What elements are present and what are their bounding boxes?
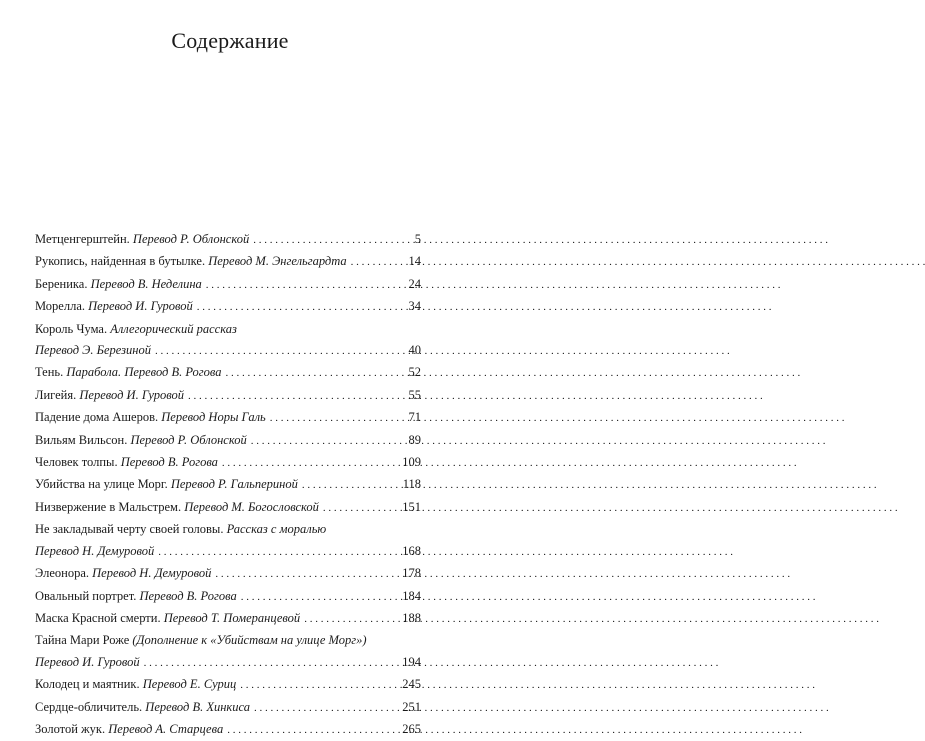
toc-entry[interactable] xyxy=(35,407,421,429)
dot-leader xyxy=(254,698,399,719)
story-title: Тайна Мари Роже xyxy=(35,633,130,648)
page-number: 245 xyxy=(402,677,421,692)
story-title: Овальный портрет. xyxy=(35,588,137,603)
toc-entry[interactable] xyxy=(35,251,421,273)
translator: Перевод А. Старцева xyxy=(108,721,224,736)
toc-entry[interactable] xyxy=(35,519,421,563)
toc-entry[interactable] xyxy=(35,563,421,585)
story-title: Береника. xyxy=(35,276,88,291)
page-number: 5 xyxy=(414,232,421,246)
translator: Перевод И. Гуровой xyxy=(88,299,193,314)
dot-leader xyxy=(241,587,400,608)
story-title: Сердце-обличитель. xyxy=(35,699,143,714)
page-number: 194 xyxy=(402,654,421,669)
story-title: Низвержение в Мальстрем. xyxy=(35,499,182,514)
story-title: Метценгерштейн. xyxy=(35,232,130,246)
story-title: Колодец и маятник. xyxy=(35,677,140,692)
dot-leader xyxy=(197,297,406,318)
story-title: Человек толпы. xyxy=(35,455,118,470)
dot-leader xyxy=(158,542,399,563)
story-subtitle: (Дополнение к «Убийствам на улице Морг») xyxy=(132,633,367,648)
page-number: 251 xyxy=(402,699,421,714)
toc-entry[interactable] xyxy=(35,296,421,318)
toc-entry[interactable] xyxy=(35,474,421,496)
page-number: 265 xyxy=(402,721,421,736)
dot-leader xyxy=(304,609,399,630)
toc-entry[interactable] xyxy=(35,719,421,741)
dot-leader xyxy=(155,341,406,362)
dot-leader xyxy=(227,720,399,741)
translator: Перевод Е. Суриц xyxy=(142,677,237,692)
toc-page xyxy=(0,0,460,736)
translator: Перевод В. Рогова xyxy=(120,455,218,470)
page-number: 40 xyxy=(408,343,421,358)
toc-entry[interactable] xyxy=(35,608,421,630)
page-number: 188 xyxy=(402,610,421,625)
story-title: Король Чума. xyxy=(35,321,108,336)
page-number: 52 xyxy=(408,365,421,380)
dot-leader xyxy=(240,675,399,696)
toc-entry[interactable] xyxy=(35,630,421,674)
translator: Перевод В. Рогова xyxy=(139,588,237,603)
dot-leader xyxy=(188,386,405,407)
story-title: Рукопись, найденная в бутылке. xyxy=(35,254,206,269)
story-title: Элеонора. xyxy=(35,566,89,581)
story-title: Лигейя. xyxy=(35,387,77,402)
translator: Перевод Р. Облонской xyxy=(130,432,247,447)
dot-leader xyxy=(270,408,406,429)
dot-leader xyxy=(206,275,406,296)
translator: Перевод В. Неделина xyxy=(90,276,202,291)
translator: Перевод Н. Демуровой xyxy=(92,566,212,581)
toc-entry[interactable] xyxy=(35,674,421,696)
dot-leader xyxy=(222,453,399,474)
dot-leader xyxy=(144,653,400,674)
translator: Перевод И. Гуровой xyxy=(35,654,140,669)
translator: Перевод Р. Гальпериной xyxy=(170,477,298,492)
toc-list xyxy=(35,229,421,741)
translator: Перевод М. Энгельгардта xyxy=(208,254,347,269)
toc-entry[interactable] xyxy=(35,229,421,251)
story-subtitle: Аллегорический рассказ xyxy=(110,321,237,336)
story-title: Вильям Вильсон. xyxy=(35,432,128,447)
toc-entry[interactable] xyxy=(35,274,421,296)
page-number: 184 xyxy=(402,588,421,603)
story-subtitle: Парабола. xyxy=(66,365,122,380)
translator: Перевод Н. Демуровой xyxy=(35,543,155,558)
translator: Перевод Р. Облонской xyxy=(132,232,250,246)
story-title: Убийства на улице Морг. xyxy=(35,477,168,492)
toc-entry[interactable] xyxy=(35,362,421,384)
page-number: 89 xyxy=(408,432,421,447)
translator: Перевод В. Рогова xyxy=(124,365,222,380)
toc-entry[interactable] xyxy=(35,452,421,474)
translator: Перевод Норы Галь xyxy=(161,410,266,425)
translator: Перевод И. Гуровой xyxy=(79,387,185,402)
dot-leader xyxy=(351,252,406,273)
page-number: 151 xyxy=(402,499,421,514)
dot-leader xyxy=(302,475,400,496)
dot-leader xyxy=(323,498,399,519)
translator: Перевод Т. Померанцевой xyxy=(163,610,301,625)
page-number: 55 xyxy=(408,387,421,402)
page-title: Содержание xyxy=(171,28,289,53)
story-title: Падение дома Ашеров. xyxy=(35,410,159,425)
toc-entry[interactable] xyxy=(35,385,421,407)
dot-leader xyxy=(215,564,399,585)
toc-entry[interactable] xyxy=(35,586,421,608)
toc-entry[interactable] xyxy=(35,497,421,519)
story-title: Не закладывай черту своей головы. xyxy=(35,522,224,537)
dot-leader xyxy=(251,431,406,452)
page-number: 24 xyxy=(408,276,421,291)
toc-entry[interactable] xyxy=(35,319,421,363)
story-title: Тень. xyxy=(35,365,64,380)
dot-leader xyxy=(253,230,408,251)
story-subtitle: Рассказ с моралью xyxy=(226,522,327,537)
page-number: 34 xyxy=(408,299,421,314)
page-number: 71 xyxy=(408,410,421,425)
translator: Перевод Э. Березиной xyxy=(35,343,151,358)
dot-leader xyxy=(226,363,406,384)
translator: Перевод В. Хинкиса xyxy=(145,699,251,714)
translator: Перевод М. Богословской xyxy=(184,499,319,514)
page-number: 109 xyxy=(402,455,421,470)
page-number: 178 xyxy=(402,566,421,581)
page-number: 118 xyxy=(402,477,421,492)
page-number: 14 xyxy=(408,254,421,269)
toc-entry[interactable] xyxy=(35,697,421,719)
story-title: Маска Красной смерти. xyxy=(35,610,161,625)
toc-entry[interactable] xyxy=(35,430,421,452)
story-title: Золотой жук. xyxy=(35,721,106,736)
story-title: Морелла. xyxy=(35,299,85,314)
page-number: 168 xyxy=(402,543,421,558)
